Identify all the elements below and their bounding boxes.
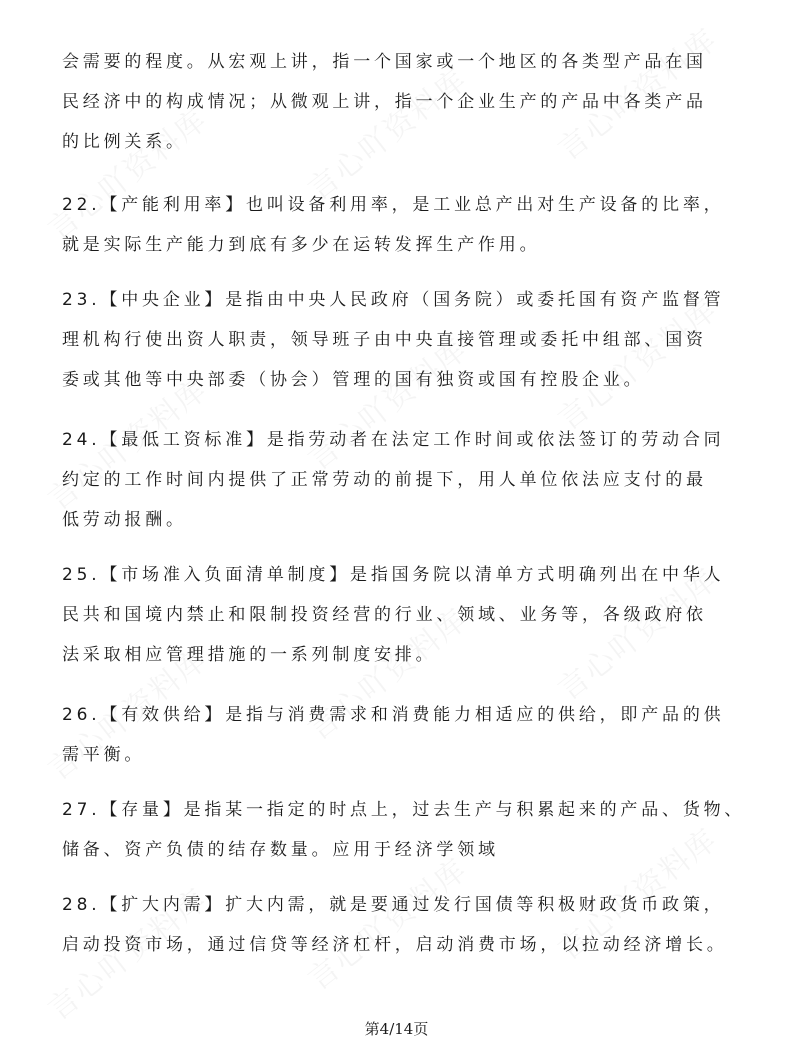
text-line: 需平衡。: [62, 745, 146, 765]
text-line: 26.【有效供给】是指与消费需求和消费能力相适应的供给，即产品的供: [62, 705, 725, 725]
text-line: 民经济中的构成情况；从微观上讲，指一个企业生产的产品中各类产品: [62, 92, 707, 112]
text-line: 民共和国境内禁止和限制投资经营的行业、领域、业务等，各级政府依: [62, 605, 707, 625]
text-line: 27.【存量】是指某一指定的时点上，过去生产与积累起来的产品、货物、: [62, 800, 746, 820]
text-line: 法采取相应管理措施的一系列制度安排。: [62, 645, 437, 665]
text-line: 22.【产能利用率】也叫设备利用率，是工业总产出对生产设备的比率，: [62, 195, 725, 215]
text-line: 25.【市场准入负面清单制度】是指国务院以清单方式明确列出在中华人: [62, 565, 725, 585]
text-line: 的比例关系。: [62, 132, 187, 152]
text-line: 约定的工作时间内提供了正常劳动的前提下，用人单位依法应支付的最: [62, 470, 707, 490]
text-line: 委或其他等中央部委（协会）管理的国有独资或国有控股企业。: [62, 370, 645, 390]
text-line: 理机构行使出资人职责，领导班子由中央直接管理或委托中组部、国资: [62, 330, 707, 350]
watermark-text: [37, 96, 215, 249]
watermark-text: [297, 56, 475, 209]
text-line: 低劳动报酬。: [62, 510, 187, 530]
text-line: 会需要的程度。从宏观上讲，指一个国家或一个地区的各类型产品在国: [62, 52, 707, 72]
text-line: 28.【扩大内需】扩大内需，就是要通过发行国债等积极财政货币政策，: [62, 895, 725, 915]
text-line: 储备、资产负债的结存数量。应用于经济学领域: [62, 840, 499, 860]
page-number: 第4/14页: [364, 1020, 429, 1038]
text-line: 启动投资市场，通过信贷等经济杠杆，启动消费市场，以拉动经济增长。: [62, 935, 728, 955]
text-line: 23.【中央企业】是指由中央人民政府（国务院）或委托国有资产监督管: [62, 290, 725, 310]
text-line: 就是实际生产能力到底有多少在运转发挥生产作用。: [62, 235, 541, 255]
text-line: 24.【最低工资标准】是指劳动者在法定工作时间或依法签订的劳动合同: [62, 430, 725, 450]
watermark-text: [297, 846, 475, 999]
